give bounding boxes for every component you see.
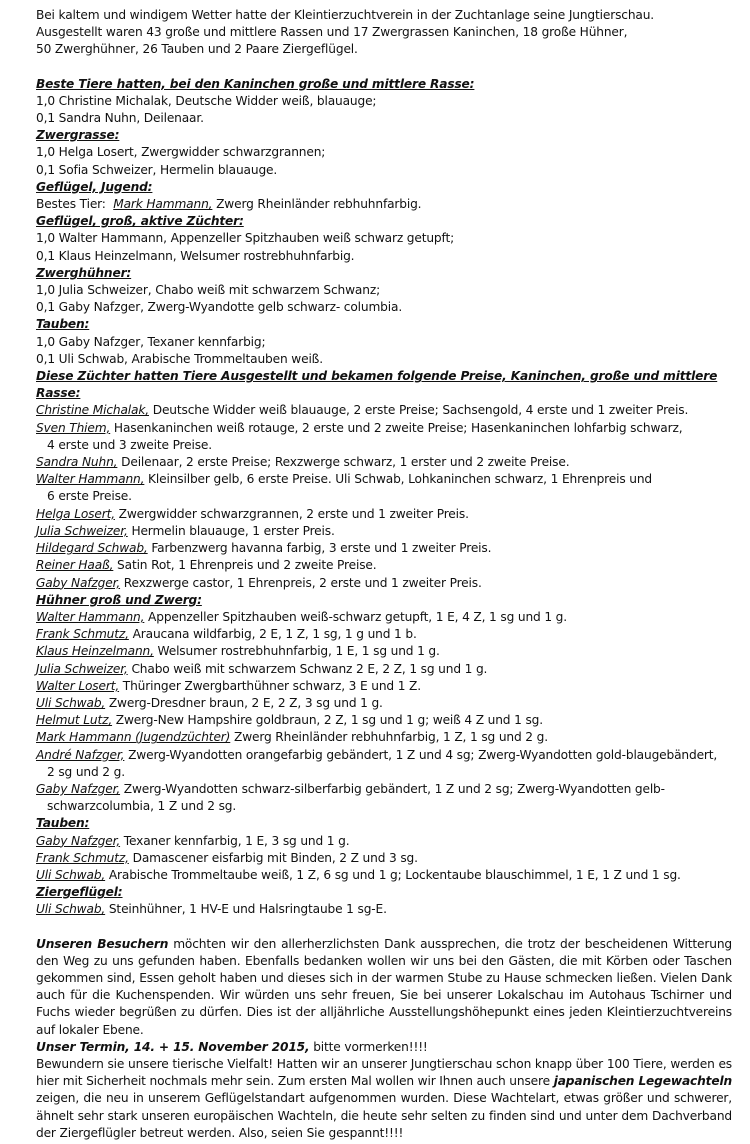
prize-entry (36, 402, 732, 419)
prize-entry (36, 575, 732, 592)
intro (36, 7, 732, 59)
prize-entry (36, 901, 732, 918)
breeder-name: Hildegard Schwab, (36, 541, 148, 556)
intro-line: 50 Zwerghühner, 26 Tauben und 2 Paare Ziergeflügel. (36, 42, 358, 57)
prize-entry (36, 523, 732, 540)
prize-entry (36, 729, 732, 746)
breeder-name: Walter Hammann, (36, 609, 145, 624)
closing-highlight: japanischen Legewachteln (553, 1074, 732, 1089)
prize-entry (36, 506, 732, 523)
breeder-name: Julia Schweizer, (36, 523, 128, 538)
entry-text: Chabo weiß mit schwarzem Schwanz 2 E, 2 Z, 1 sg und 1 g. (127, 661, 488, 676)
thanks-text: möchten wir den allerherzlichsten Dank aussprechen, die trotz der bescheidenen Witterung den Weg zu uns gefunden haben. Ebenfalls bedanken wollen wir uns bei den Gästen, die mit Körben oder Taschen gekommen sind, Essen geholt haben und dieses sich in der warmen Stube zu Hause schmecken ließen. Vielen Dank auch für die Kuchenspenden. Wir würden uns sehr freuen, Sie bei unserer Lokalschau im Autohaus Tschirner und Fuchs wieder begrüßen zu dürfen. Dies ist der alljährliche Ausstellungshöhepunkt eines jeden Kleintierzuchtvereins auf lokaler Ebene. (36, 936, 732, 1037)
breeder-name: Gaby Nafzger, (36, 781, 121, 796)
entry-text: Zwerg-Dresdner braun, 2 E, 2 Z, 3 sg und 1 g. (105, 695, 383, 710)
intro-line: Bei kaltem und windigem Wetter hatte der Kleintierzuchtverein in der Zuchtanlage seine Jungtierschau. (36, 8, 655, 22)
entry-text: Hermelin blauauge, 1 erster Preis. (127, 523, 335, 538)
breeder-name: Gaby Nafzger, (36, 833, 121, 848)
best-animals-section (36, 76, 732, 368)
breeder-name: Sandra Nuhn, (36, 455, 118, 470)
entry-text: Zwerg Rheinländer rebhuhnfarbig, 1 Z, 1 sg und 2 g. (230, 730, 548, 745)
entry-text: Zwerg-New Hampshire goldbraun, 2 Z, 1 sg und 1 g; weiß 4 Z und 1 sg. (112, 713, 543, 728)
closing-text: zeigen, die neu in unserem Geflügelstandart aufgenommen wurden. Diese Wachtelart, etwas größer und schwerer, ähnelt sehr stark unseren europäischen Wachteln, die heute sehr selten zu finden sind und unter dem Dachverband der Ziergeflügler betreut werden. Also, seien Sie gespannt!!!! (36, 1091, 732, 1140)
section-heading: Zwergrasse: (36, 128, 120, 143)
entry-text: Damascener eisfarbig mit Binden, 2 Z und 3 sg. (128, 850, 418, 865)
prize-entry (36, 643, 732, 660)
prize-entry-continuation: 6 erste Preise. (47, 489, 132, 504)
pigeon-prizes-list (36, 833, 732, 885)
prize-entry (36, 695, 732, 712)
entry-text: Zwerg-Wyandotten orangefarbig gebändert, 1 Z und 4 sg; Zwerg-Wyandotten gold-blaugebändert, (124, 747, 718, 762)
pigeons-heading: Tauben: (36, 816, 90, 831)
rabbit-prizes-list (36, 402, 732, 591)
intro-line: Ausgestellt waren 43 große und mittlere Rassen und 17 Zwergrassen Kaninchen, 18 große Hühner, (36, 25, 628, 40)
entry-text: Hasenkaninchen weiß rotauge, 2 erste und 2 zweite Preise; Hasenkaninchen lohfarbig schwarz, (110, 420, 683, 435)
poultry-heading: Hühner groß und Zwerg: (36, 592, 202, 607)
breeder-name: Mark Hammann (Jugendzüchter) (36, 730, 231, 745)
entry-line: 1,0 Walter Hammann, Appenzeller Spitzhauben weiß schwarz getupft; (36, 231, 455, 246)
prizes-heading: Diese Züchter hatten Tiere Ausgestellt und bekamen folgende Preise, Kaninchen, große und mittlere Rasse: (36, 369, 718, 401)
prize-entry (36, 420, 732, 437)
entry-text: Appenzeller Spitzhauben weiß-schwarz getupft, 1 E, 4 Z, 1 sg und 1 g. (144, 609, 567, 624)
prize-entry (36, 540, 732, 557)
termin-lead: Unser Termin, 14. + 15. November 2015, (36, 1039, 310, 1054)
breeder-name: Klaus Heinzelmann, (36, 644, 154, 659)
breeder-name: Walter Hammann, (36, 472, 145, 487)
thanks-paragraph (36, 936, 732, 1039)
prize-entry (36, 781, 732, 798)
breeder-name: Julia Schweizer, (36, 661, 128, 676)
section-heading: Geflügel, groß, aktive Züchter: (36, 214, 244, 229)
breeder-name: Sven Thiem, (36, 420, 111, 435)
breeder-name: Uli Schwab, (36, 695, 106, 710)
entry-line: 0,1 Uli Schwab, Arabische Trommeltauben weiß. (36, 351, 323, 366)
section-heading: Zwerghühner: (36, 265, 132, 280)
breeder-name: Uli Schwab, (36, 902, 106, 917)
prize-entry-continuation: 2 sg und 2 g. (47, 764, 125, 779)
prize-entry (36, 747, 732, 764)
prize-entry (36, 678, 732, 695)
breeder-name: Frank Schmutz, (36, 850, 129, 865)
entry-line: 1,0 Christine Michalak, Deutsche Widder weiß, blauauge; (36, 93, 377, 108)
entry-text: Farbenzwerg havanna farbig, 3 erste und 1 zweiter Preis. (147, 541, 492, 556)
entry-line: 0,1 Sofia Schweizer, Hermelin blauauge. (36, 162, 278, 177)
poultry-prizes-list (36, 609, 732, 815)
entry-text: Welsumer rostrebhuhnfarbig, 1 E, 1 sg und 1 g. (153, 644, 440, 659)
entry-text: Thüringer Zwergbarthühner schwarz, 3 E und 1 Z. (119, 678, 421, 693)
ornamental-heading: Ziergeflügel: (36, 885, 123, 900)
breeder-name: André Nafzger, (36, 747, 125, 762)
prize-entry (36, 850, 732, 867)
breeder-name: Frank Schmutz, (36, 627, 129, 642)
thanks-lead: Unseren Besuchern (36, 936, 169, 951)
termin-line (36, 1039, 732, 1056)
entry-line: 0,1 Gaby Nafzger, Zwerg-Wyandotte gelb schwarz- columbia. (36, 300, 403, 315)
entry-text: Steinhühner, 1 HV-E und Halsringtaube 1 sg-E. (105, 902, 387, 917)
prize-entry (36, 661, 732, 678)
breeder-name: Gaby Nafzger, (36, 575, 121, 590)
prize-entry-continuation: 4 erste und 3 zweite Preise. (47, 437, 213, 452)
breeder-name: Uli Schwab, (36, 867, 106, 882)
termin-text: bitte vormerken!!!! (309, 1039, 428, 1054)
breeder-name: Mark Hammann, (113, 197, 213, 212)
prize-entry (36, 454, 732, 471)
closing-text: Bewundern sie unsere tierische Vielfalt! Hatten wir an unserer Jungtierschau schon knapp über 100 Tiere, werden es hier mit Sicherheit nochmals mehr sein. Zum ersten Mal wollen wir Ihnen auch unsere (36, 1056, 732, 1089)
entry-text: Texaner kennfarbig, 1 E, 3 sg und 1 g. (120, 833, 350, 848)
entry-line: 0,1 Klaus Heinzelmann, Welsumer rostrebhuhnfarbig. (36, 248, 355, 263)
prize-entry (36, 712, 732, 729)
closing-paragraph (36, 1056, 732, 1142)
entry-text: Deilenaar, 2 erste Preise; Rexzwerge schwarz, 1 erster und 2 zweite Preise. (117, 455, 570, 470)
prize-entry-continuation: schwarzcolumbia, 1 Z und 2 sg. (47, 799, 237, 814)
breeder-name: Walter Losert, (36, 678, 120, 693)
ornamental-prizes-list (36, 901, 732, 918)
prize-entry (36, 833, 732, 850)
breeder-name: Helmut Lutz, (36, 713, 113, 728)
section-heading: Beste Tiere hatten, bei den Kaninchen große und mittlere Rasse: (36, 76, 475, 91)
prize-entry (36, 626, 732, 643)
entry-line: 1,0 Julia Schweizer, Chabo weiß mit schwarzem Schwanz; (36, 283, 381, 298)
entry-line (36, 196, 732, 213)
entry-text: Zwergwidder schwarzgrannen, 2 erste und 1 zweiter Preis. (114, 506, 469, 521)
entry-text: Rexzwerge castor, 1 Ehrenpreis, 2 erste und 1 zweiter Preis. (120, 575, 482, 590)
prize-entry (36, 609, 732, 626)
entry-line: 1,0 Gaby Nafzger, Texaner kennfarbig; (36, 334, 266, 349)
entry-text: Deutsche Widder weiß blauauge, 2 erste Preise; Sachsengold, 4 erste und 1 zweiter Preis. (148, 403, 689, 418)
entry-text: Araucana wildfarbig, 2 E, 1 Z, 1 sg, 1 g und 1 b. (128, 627, 417, 642)
breeder-name: Christine Michalak, (36, 403, 149, 418)
entry-line: 0,1 Sandra Nuhn, Deilenaar. (36, 111, 204, 126)
entry-text: Kleinsilber gelb, 6 erste Preise. Uli Schwab, Lohkaninchen schwarz, 1 Ehrenpreis und (144, 472, 653, 487)
prize-entry (36, 867, 732, 884)
entry-text: Zwerg-Wyandotten schwarz-silberfarbig gebändert, 1 Z und 2 sg; Zwerg-Wyandotten gelb- (120, 781, 665, 796)
prize-entry (36, 471, 732, 488)
entry-text: Arabische Trommeltaube weiß, 1 Z, 6 sg und 1 g; Lockentaube blauschimmel, 1 E, 1 Z und 1 sg. (105, 867, 681, 882)
breeder-name: Reiner Haaß, (36, 558, 114, 573)
breeder-name: Helga Losert, (36, 506, 115, 521)
section-heading: Geflügel, Jugend: (36, 179, 153, 194)
entry-line: 1,0 Helga Losert, Zwergwidder schwarzgrannen; (36, 145, 326, 160)
entry-text: Zwerg Rheinländer rebhuhnfarbig. (212, 197, 422, 212)
entry-prefix: Bestes Tier: (36, 197, 114, 212)
section-heading: Tauben: (36, 317, 90, 332)
entry-text: Satin Rot, 1 Ehrenpreis und 2 zweite Preise. (113, 558, 377, 573)
prize-entry (36, 557, 732, 574)
